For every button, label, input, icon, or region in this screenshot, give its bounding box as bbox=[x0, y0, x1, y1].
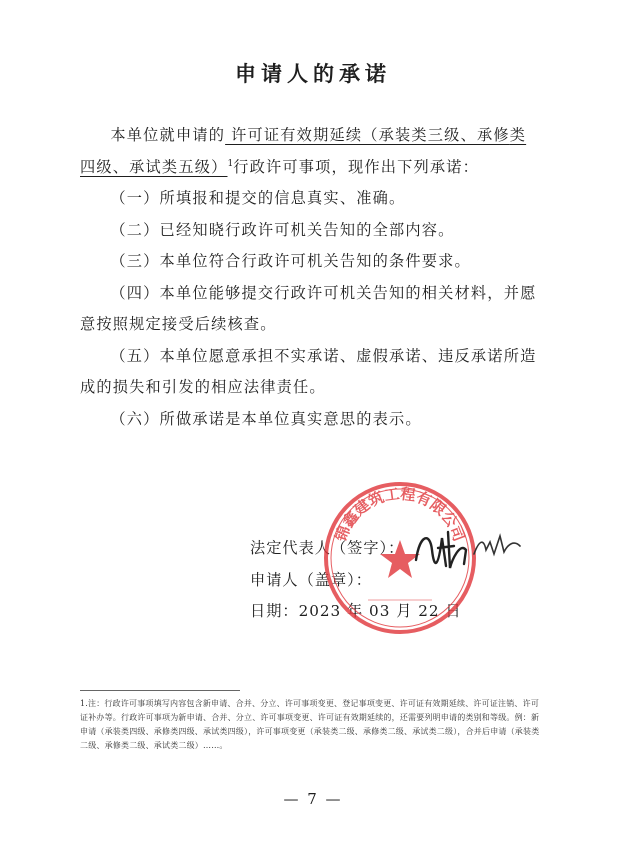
clause-2: （二）已经知晓行政许可机关告知的全部内容。 bbox=[110, 220, 455, 239]
clause-6: （六）所做承诺是本单位真实意思的表示。 bbox=[110, 409, 422, 428]
page-title: 申请人的承诺 bbox=[235, 61, 391, 86]
intro-prefix: 本单位就申请的 bbox=[110, 126, 226, 144]
intro-suffix: 行政许可事项，现作出下列承诺： bbox=[233, 157, 480, 176]
applicant-line: 申请人（盖章）： bbox=[250, 570, 372, 589]
footnote-ref: 1 bbox=[227, 158, 234, 169]
intro-item-2: 类四级、承试类五级） bbox=[80, 126, 527, 176]
intro-item-1: 许可证有效期延续（承装类三级、承修 bbox=[225, 126, 510, 144]
clause-1: （一）所填报和提交的信息真实、准确。 bbox=[110, 189, 406, 207]
svg-text:锦鑫建筑工程有限公司: 锦鑫建筑工程有限公司 bbox=[331, 484, 469, 544]
intro-paragraph bbox=[80, 120, 538, 183]
page-number: — 7 — bbox=[283, 790, 343, 808]
handwritten-signature-icon bbox=[408, 520, 528, 580]
legal-rep-line: 法定代表人（签字）： bbox=[250, 539, 405, 557]
commitment-body bbox=[80, 120, 538, 435]
footnote-divider bbox=[80, 690, 240, 691]
date-line: 日期：2023 年 03 月 22 日 bbox=[250, 602, 462, 620]
clause-4: （四）本单位能够提交行政许可机关告知的相关材料，并愿意按照规定接受后续核查。 bbox=[80, 283, 537, 333]
footnote-text: 1.注：行政许可事项填写内容包含新申请、合并、分立、许可事项变更、登记事项变更、许可证有效期延续、许可证注销、许可证补办等。行政许可事项为新申请、合并、分立、许可事项变更、许可证有效期延续的，还需要列明申请的类别和等级。例：新申请（承装类四级、承修类四级、承试类四级），许可事项变更（承装类二级、承修类二级、承试类二级），合并后申请（承装类二级、承修类二级、承试类二级）……。 bbox=[80, 699, 540, 750]
clause-3: （三）本单位符合行政许可机关告知的条件要求。 bbox=[110, 252, 471, 270]
clause-5: （五）本单位愿意承担不实承诺、虚假承诺、违反承诺所造成的损失和引发的相应法律责任。 bbox=[80, 346, 537, 396]
